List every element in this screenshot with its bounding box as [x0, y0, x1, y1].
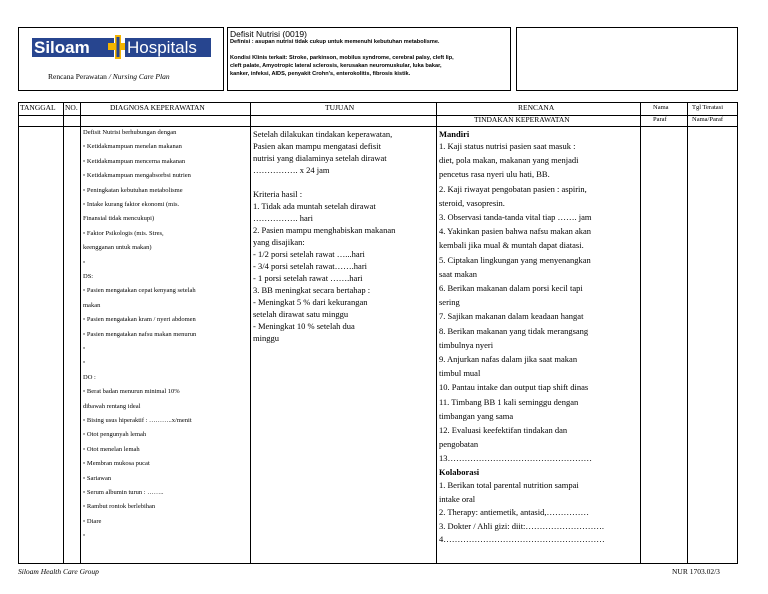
col-divider-2: [80, 102, 81, 564]
diagnosa-line: ▫ Pasien mengatakan cepat kenyang setelah: [83, 287, 196, 295]
mandiri-item: 12. Evaluasi keefektifan tindakan dan: [439, 425, 568, 435]
tujuan-line: - Meningkat 10 % setelah dua: [253, 321, 355, 331]
care-plan-subtitle: Rencana Perawatan / Nursing Care Plan: [48, 72, 170, 81]
mandiri-item: diet, pola makan, makanan yang menjadi: [439, 155, 579, 166]
mandiri-item: 3. Observasi tanda-tanda vital tiap ……. jam: [439, 212, 592, 222]
diagnosa-line: ▫: [83, 359, 86, 367]
col-divider-3: [250, 102, 251, 564]
table-header-divider: [18, 126, 738, 127]
col-divider-5: [640, 102, 641, 564]
mandiri-item: pengobatan: [439, 439, 479, 450]
diagnosa-line: Defisit Nutrisi berhubungan dengan: [83, 129, 177, 136]
col-divider-6: [687, 102, 688, 564]
diagnosa-line: ▫ Pasien mengatakan kram / nyeri abdomen: [83, 316, 196, 324]
col-header-tujuan: TUJUAN: [325, 103, 355, 112]
diagnosa-line: keengganan untuk makan): [83, 244, 152, 252]
mandiri-item: 10. Pantau intake dan output tiap shift dinas: [439, 382, 589, 393]
mandiri-item: 7. Sajikan makanan dalam keadaan hangat: [439, 311, 584, 322]
diagnosa-line: ▫ Berat badan menurun minimal 10%: [83, 388, 180, 396]
diagnosa-line: ▫ Otot menelan lemah: [83, 445, 140, 453]
diagnosa-line: ▫: [83, 258, 86, 266]
diagnosa-line: ▫ Faktor Psikologis (mis. Stres,: [83, 229, 164, 237]
mandiri-item: sering: [439, 297, 460, 308]
kolaborasi-item: 1. Berikan total parental nutrition sampai: [439, 480, 579, 490]
diagnosis-title: Defisit Nutrisi (0019): [230, 29, 307, 39]
clinical-conditions-line-2: cleft palate, Amyotropic lateral sclerosis, kerusakan neuromuskular, luka bakar,: [230, 63, 442, 69]
col-divider-4: [436, 102, 437, 564]
diagnosa-line: ▫ Otot pengunyah lemah: [83, 431, 147, 439]
tujuan-line: Setelah dilakukan tindakan keperawatan,: [253, 129, 393, 139]
kolaborasi-item: 3. Dokter / Ahli gizi: diit:……………………….: [439, 520, 605, 531]
diagnosa-line: ▫ Membran mukosa pucat: [83, 460, 150, 468]
mandiri-item: saat makan: [439, 268, 477, 279]
mandiri-item: 11. Timbang BB 1 kali seminggu dengan: [439, 396, 579, 407]
patient-label-box: [516, 27, 738, 91]
footer-organization: Siloam Health Care Group: [18, 567, 99, 576]
col-header-paraf: Paraf: [653, 116, 667, 123]
diagnosa-line: ▫ Ketidakmampuan mencerna makanan: [83, 157, 186, 165]
diagnosa-line: ▫ Rambut rontok berlebihan: [83, 503, 156, 511]
mandiri-item: 9. Anjurkan nafas dalam jika saat makan: [439, 354, 578, 364]
tujuan-line: Pasien akan mampu mengatasi defisit: [253, 141, 381, 151]
diagnosa-line: DO :: [83, 373, 96, 381]
diagnosa-line: ▫ Diare: [83, 517, 102, 525]
footer-form-code: NUR 1703.02/3: [672, 567, 720, 576]
kolaborasi-item: 4…………………………………………………: [439, 534, 605, 544]
col-header-tanggal: TANGGAL: [20, 103, 56, 112]
tujuan-line: - 3/4 porsi setelah rawat…….hari: [253, 261, 368, 271]
mandiri-item: timbangan yang sama: [439, 410, 514, 421]
col-header-tgl-teratasi: Tgl Teratasi: [692, 104, 724, 111]
diagnosa-line: dibawah rentang ideal: [83, 402, 141, 410]
mandiri-item: 4. Yakinkan pasien bahwa nafsu makan akan: [439, 226, 592, 237]
diagnosa-line: DS:: [83, 273, 94, 280]
col-divider-1: [63, 102, 64, 564]
tujuan-line: yang disajikan:: [253, 237, 305, 247]
table-header-subline: [18, 115, 738, 116]
clinical-conditions-line-1: Kondisi Klinis terkait: Stroke, parkinson, mobilus syndrome, cerebral palsy, cleft lip,: [230, 55, 454, 61]
tujuan-line: - 1 porsi setelah rawat …….hari: [253, 273, 363, 283]
tujuan-line: 2. Pasien mampu menghabiskan makanan: [253, 225, 396, 235]
kolaborasi-item: intake oral: [439, 493, 476, 504]
tujuan-line: ……………. x 24 jam: [253, 165, 330, 175]
mandiri-item: timbulnya nyeri: [439, 339, 494, 350]
diagnosa-line: makan: [83, 301, 101, 309]
mandiri-item: steroid, vasopresin.: [439, 197, 505, 208]
mandiri-item: 2. Kaji riwayat pengobatan pasien : aspirin,: [439, 183, 587, 194]
tujuan-line: - Meningkat 5 % dari kekurangan: [253, 297, 368, 307]
diagnosa-line: ▫ Ketidakmampuan mengabsorbsi nutrien: [83, 172, 191, 180]
tujuan-line: setelah dirawat satu minggu: [253, 309, 349, 319]
col-header-no: NO.: [65, 103, 78, 112]
diagnosa-line: ▫ Pasien mengatakan nafsu makan menurun: [83, 330, 197, 338]
diagnosa-line: ▫ Sariawan: [83, 474, 112, 482]
diagnosa-line: ▫: [83, 345, 86, 352]
diagnosa-line: ▫: [83, 532, 86, 540]
kolaborasi-heading: Kolaborasi: [439, 467, 480, 477]
mandiri-item: pencetus rasa nyeri ulu hati, BB.: [439, 169, 550, 180]
col-header-diagnosa: DIAGNOSA KEPERAWATAN: [110, 103, 205, 112]
diagnosa-line: ▫ Intake kurang faktor ekonomi (mis.: [83, 201, 180, 208]
kolaborasi-item: 2. Therapy: antiemetik, antasid,……………: [439, 507, 589, 517]
tujuan-line: 3. BB meningkat secara bertahap :: [253, 285, 371, 295]
col-header-rencana: RENCANA: [518, 103, 555, 112]
tujuan-line: - 1/2 porsi setelah rawat …...hari: [253, 249, 365, 259]
diagnosa-line: ▫ Serum albumin turun : ……..: [83, 489, 164, 496]
mandiri-item: 8. Berikan makanan yang tidak merangsang: [439, 325, 589, 336]
tujuan-line: ……………. hari: [253, 213, 313, 223]
tujuan-line: Kriteria hasil :: [253, 189, 303, 199]
mandiri-item: 5. Ciptakan lingkungan yang menyenangkan: [439, 254, 591, 265]
diagnosis-definition: Definisi : asupan nutrisi tidak cukup untuk memenuhi kebutuhan metabolisme.: [230, 39, 440, 45]
logo-right-text: Hospitals: [127, 38, 197, 57]
tujuan-line: nutrisi yang dialaminya setelah dirawat: [253, 153, 387, 163]
diagnosa-line: ▫ Peningkatan kebutuhan metabolisme: [83, 186, 183, 194]
tujuan-line: minggu: [253, 333, 279, 343]
col-header-nama: Nama: [653, 104, 669, 111]
diagnosa-line: ▫ Bising usus hiperaktif : ………..x/menit: [83, 417, 192, 424]
col-header-nama-paraf: Nama/Paraf: [692, 116, 724, 123]
logo-left-text: Siloam: [34, 38, 90, 57]
siloam-logo: [32, 35, 212, 59]
mandiri-item: kembali jika mual & muntah dapat diatasi.: [439, 240, 584, 251]
mandiri-heading: Mandiri: [439, 129, 470, 139]
mandiri-item: 1. Kaji status nutrisi pasien saat masuk :: [439, 141, 576, 151]
diagnosa-line: Finansial tidak mencukupi): [83, 215, 155, 223]
mandiri-item: 13……………………………………………: [439, 453, 592, 464]
mandiri-item: 6. Berikan makanan dalam porsi kecil tapi: [439, 283, 583, 293]
tujuan-line: 1. Tidak ada muntah setelah dirawat: [253, 201, 376, 211]
diagnosa-line: ▫ Ketidakmampuan menelan makanan: [83, 143, 182, 151]
col-header-tindakan: TINDAKAN KEPERAWATAN: [474, 115, 570, 124]
clinical-conditions-line-3: kanker, infeksi, AIDS, penyakit Crohn's, enterokolitis, fibrosis kistik.: [230, 71, 411, 77]
mandiri-item: timbul mual: [439, 368, 481, 379]
